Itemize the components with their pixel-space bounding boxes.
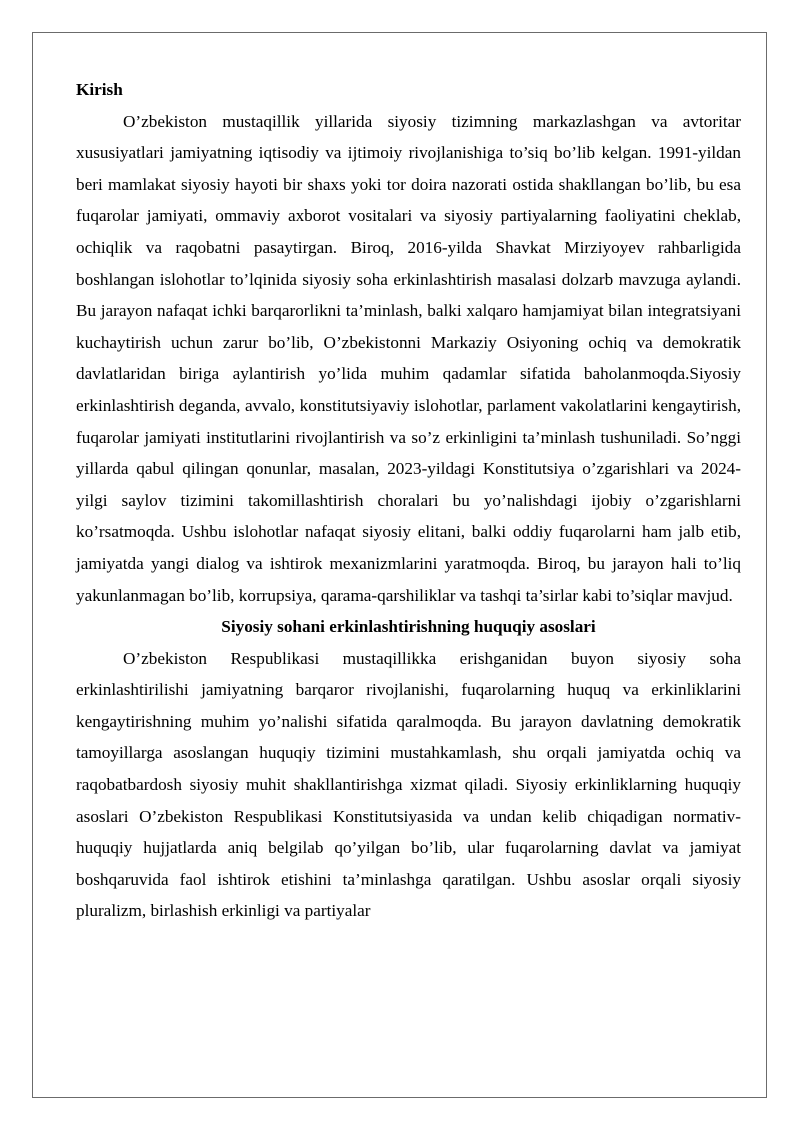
paragraph-introduction: O’zbekiston mustaqillik yillarida siyosiy tizimning markazlashgan va avtoritar xususiyatlari jamiyatning iqtisodiy va ijtimoiy rivojlanishiga to’siq bo’lib kelgan. 1991-yildan beri mamlakat siyosiy hayoti bir shaxs yoki tor doira nazorati ostida shakllangan bo’lib, bu esa fuqarolar jamiyati, ommaviy axborot vositalari va siyosiy partiyalarning faoliyatini cheklab, ochiqlik va raqobatni pasaytirgan. Biroq, 2016-yilda Shavkat Mirziyoyev rahbarligida boshlangan islohotlar to’lqinida siyosiy soha erkinlashtirish masalasi dolzarb mavzuga aylandi. Bu jarayon nafaqat ichki barqarorlikni ta’minlash, balki xalqaro hamjamiyat bilan integratsiyani kuchaytirish uchun zarur bo’lib, O’zbekistonni Markaziy Osiyoning ochiq va demokratik davlatlaridan biriga aylantirish yo’lida muhim qadamlar sifatida baholanmoqda.Siyosiy erkinlashtirish deganda, avvalo, konstitutsiyaviy islohotlar, parlament vakolatlarini kengaytirish, fuqarolar jamiyati institutlarini rivojlantirish va so’z erkinligini ta’minlash tushuniladi. So’nggi yillarda qabul qilingan qonunlar, masalan, 2023-yildagi Konstitutsiya o’zgarishlari va 2024-yilgi saylov tizimini takomillashtirish choralari bu yo’nalishdagi ijobiy o’zgarishlarni ko’rsatmoqda. Ushbu islohotlar nafaqat siyosiy elitani, balki oddiy fuqarolarni ham jalb etib, jamiyatda yangi dialog va ishtirok mexanizmlarini yaratmoqda. Biroq, bu jarayon hali to’liq yakunlanmagan bo’lib, korrupsiya, qarama-qarshiliklar va tashqi ta’sirlar kabi to’siqlar mavjud. — [76, 111, 741, 605]
paragraph-legal-basis: O’zbekiston Respublikasi mustaqillikka erishganidan buyon siyosiy soha erkinlashtirilishi jamiyatning barqaror rivojlanishi, fuqarolarning huquq va erkinliklarini kengaytirishning muhim yo’nalishi sifatida qaralmoqda. Bu jarayon davlatning demokratik tamoyillarga asoslangan huquqiy tizimini mustahkamlash, shu orqali jamiyatda ochiq va raqobatbardosh siyosiy muhit shakllantirishga xizmat qiladi. Siyosiy erkinliklarning huquqiy asoslari O’zbekiston Respublikasi Konstitutsiyasida va undan kelib chiqadigan normativ-huquqiy hujjatlarda aniq belgilab qo’yilgan bo’lib, ular fuqarolarning davlat va jamiyat boshqaruvida faol ishtirok etishini ta’minlashga qaratilgan. Ushbu asoslar orqali siyosiy pluralizm, birlashish erkinligi va partiyalar — [76, 648, 741, 921]
section-heading-introduction: Kirish — [76, 80, 123, 99]
section-heading-legal-basis: Siyosiy sohani erkinlashtirishning huquqiy asoslari — [221, 617, 596, 637]
document-body — [76, 74, 741, 927]
